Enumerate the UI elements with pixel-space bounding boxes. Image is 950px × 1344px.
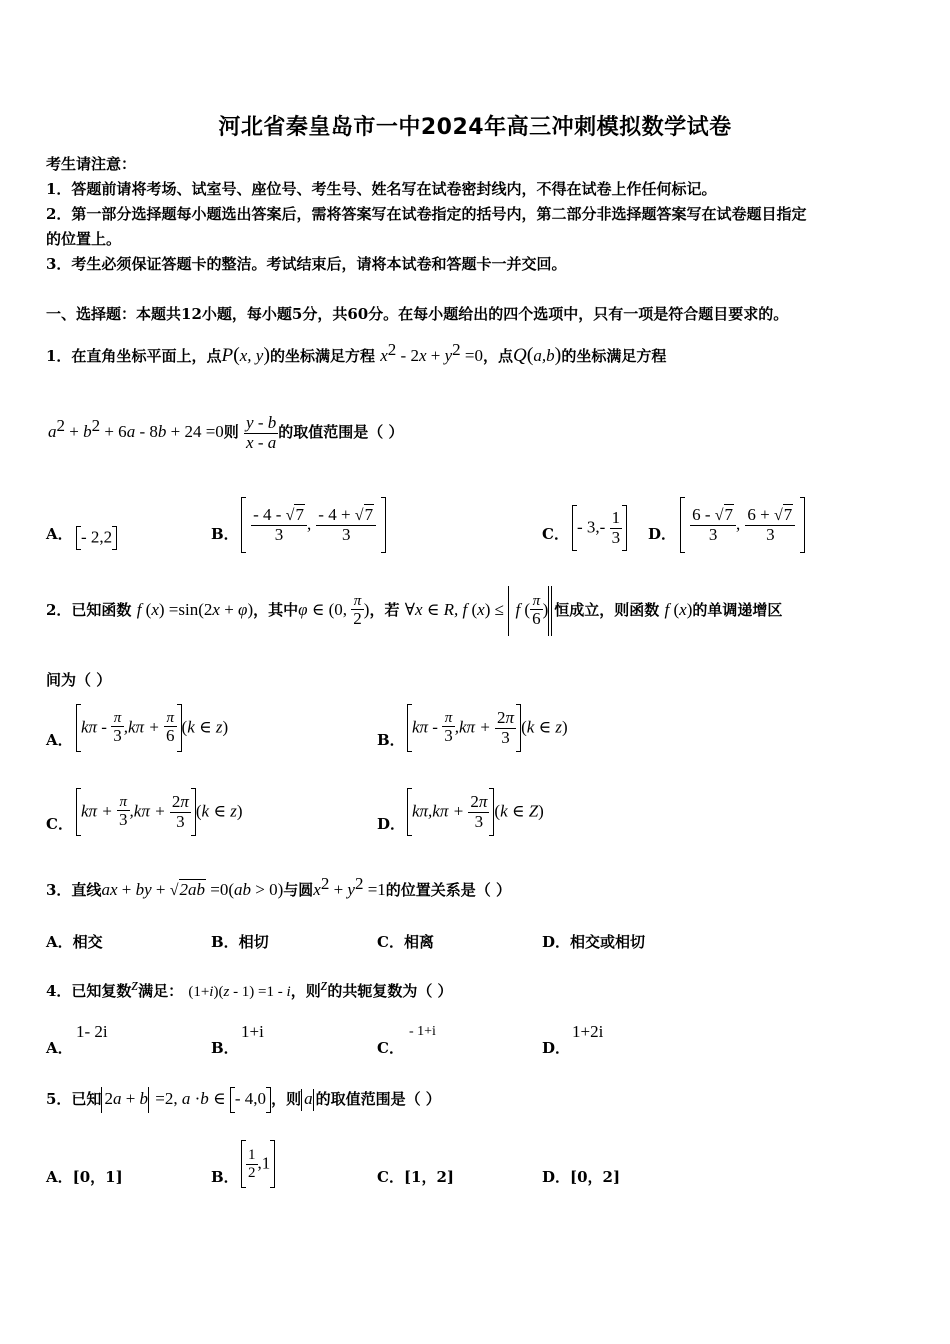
q1-option-a-label: A． bbox=[46, 525, 73, 543]
question-5-text: 5．已知 2a + b =2, a ·b ∈ - 4,0 ，则 a 的取值范围是（ ） bbox=[46, 1087, 441, 1113]
notice-item: 1．答题前请将考场、试室号、座位号、考生号、姓名写在试卷密封线内，不得在试卷上作任何标记。 bbox=[46, 180, 717, 198]
notice-item: 2．第一部分选择题每小题选出答案后，需将答案写在试卷指定的括号内，第二部分非选择题答案写在试卷题目指定 bbox=[46, 205, 807, 223]
q1-option-b-label: B． bbox=[211, 525, 239, 543]
question-2-text: 2．已知函数 f (x) =sin(2x + φ)，其中φ ∈ (0, $\frac{\pi}{2}$ )，若 ∀x ∈ R, f (x) ≤ f ( $\frac{\pi}{6}$ ) 恒成立，则函数 f (x)的单调递增区 bbox=[46, 586, 782, 636]
page-title: 河北省秦皇岛市一中2024年高三冲刺模拟数学试卷 bbox=[218, 115, 732, 140]
q2-option-a: kπ - $\frac{\pi}{3}$ ,kπ + $\frac{\pi}{6}$ (k ∈ z) bbox=[76, 704, 228, 752]
q1-option-d: $\frac{6 - √7}{3}$ , $\frac{6 + √7}{3}$ bbox=[680, 497, 805, 553]
q4-option-d-label: D． bbox=[542, 1039, 571, 1057]
q2-option-c: kπ + $\frac{\pi}{3}$ ,kπ + $\frac{2\pi}{3}$ (k ∈ z) bbox=[76, 788, 242, 836]
q5-option-c: C．[1，2] bbox=[377, 1168, 455, 1186]
q2-option-d-label: D． bbox=[377, 815, 406, 833]
notice-item: 3．考生必须保证答题卡的整洁。考试结束后，请将本试卷和答题卡一并交回。 bbox=[46, 255, 567, 273]
q4-option-c: - 1+i bbox=[409, 1024, 436, 1039]
q1-option-a: - 2,2 bbox=[76, 526, 117, 550]
q5-option-b-label: B． bbox=[211, 1168, 239, 1186]
q1-option-c: - 3,- $\frac{1}{3}$ bbox=[572, 505, 627, 551]
question-1-text: 1．在直角坐标平面上，点P(x, y)的坐标满足方程 $x^2 - 2x + y^2 =0$，点Q(a,b)的坐标满足方程 bbox=[46, 340, 667, 366]
q4-option-b-label: B． bbox=[211, 1039, 239, 1057]
q4-option-a: 1- 2i bbox=[76, 1022, 108, 1041]
q3-option-b: B．相切 bbox=[211, 933, 269, 951]
q4-option-a-label: A． bbox=[46, 1039, 73, 1057]
section-heading: 一、选择题：本题共12小题，每小题5分，共60分。在每小题给出的四个选项中，只有一项是符合题目要求的。 bbox=[46, 305, 789, 323]
q5-option-a: A．[0，1] bbox=[46, 1168, 123, 1186]
question-4-text: 4．已知复数$^z$满足： (1+i)(z - 1) =1 - i，则$^z$的共轭复数为（ ） bbox=[46, 975, 453, 1000]
q4-option-c-label: C． bbox=[377, 1039, 404, 1057]
q2-option-b: kπ - $\frac{\pi}{3}$ ,kπ + $\frac{2\pi}{3}$ (k ∈ z) bbox=[407, 704, 568, 752]
q3-option-d: D．相交或相切 bbox=[542, 933, 646, 951]
notice-heading: 考生请注意： bbox=[46, 155, 137, 173]
q3-option-a: A．相交 bbox=[46, 933, 103, 951]
q4-option-d: 1+2i bbox=[572, 1022, 604, 1041]
question-1-cont: $a^2 + b^2 + 6a - 8b + 24 =0$则 $\frac{y - b}{x - a}$ 的取值范围是（ ） bbox=[48, 413, 404, 452]
q5-option-b: $\frac{1}{2}$ ,1 bbox=[241, 1140, 275, 1188]
q2-option-c-label: C． bbox=[46, 815, 73, 833]
q2-option-b-label: B． bbox=[377, 731, 405, 749]
q5-option-d: D．[0，2] bbox=[542, 1168, 621, 1186]
q1-option-c-label: C． bbox=[542, 525, 569, 543]
q3-option-c: C．相离 bbox=[377, 933, 434, 951]
q2-option-d: kπ,kπ + $\frac{2\pi}{3}$ (k ∈ Z) bbox=[407, 788, 544, 836]
q2-option-a-label: A． bbox=[46, 731, 73, 749]
notice-item: 的位置上。 bbox=[46, 230, 122, 248]
question-2-cont: 间为（ ） bbox=[46, 671, 112, 689]
q1-option-d-label: D． bbox=[648, 525, 677, 543]
question-3-text: 3．直线ax + by + √2ab =0(ab > 0)与圆$x^2 + y^2 =1$的位置关系是（ ） bbox=[46, 874, 512, 899]
q4-option-b: 1+i bbox=[241, 1022, 264, 1041]
q1-option-b: $\frac{- 4 - √7}{3}$ , $\frac{- 4 + √7}{3}$ bbox=[241, 497, 386, 553]
